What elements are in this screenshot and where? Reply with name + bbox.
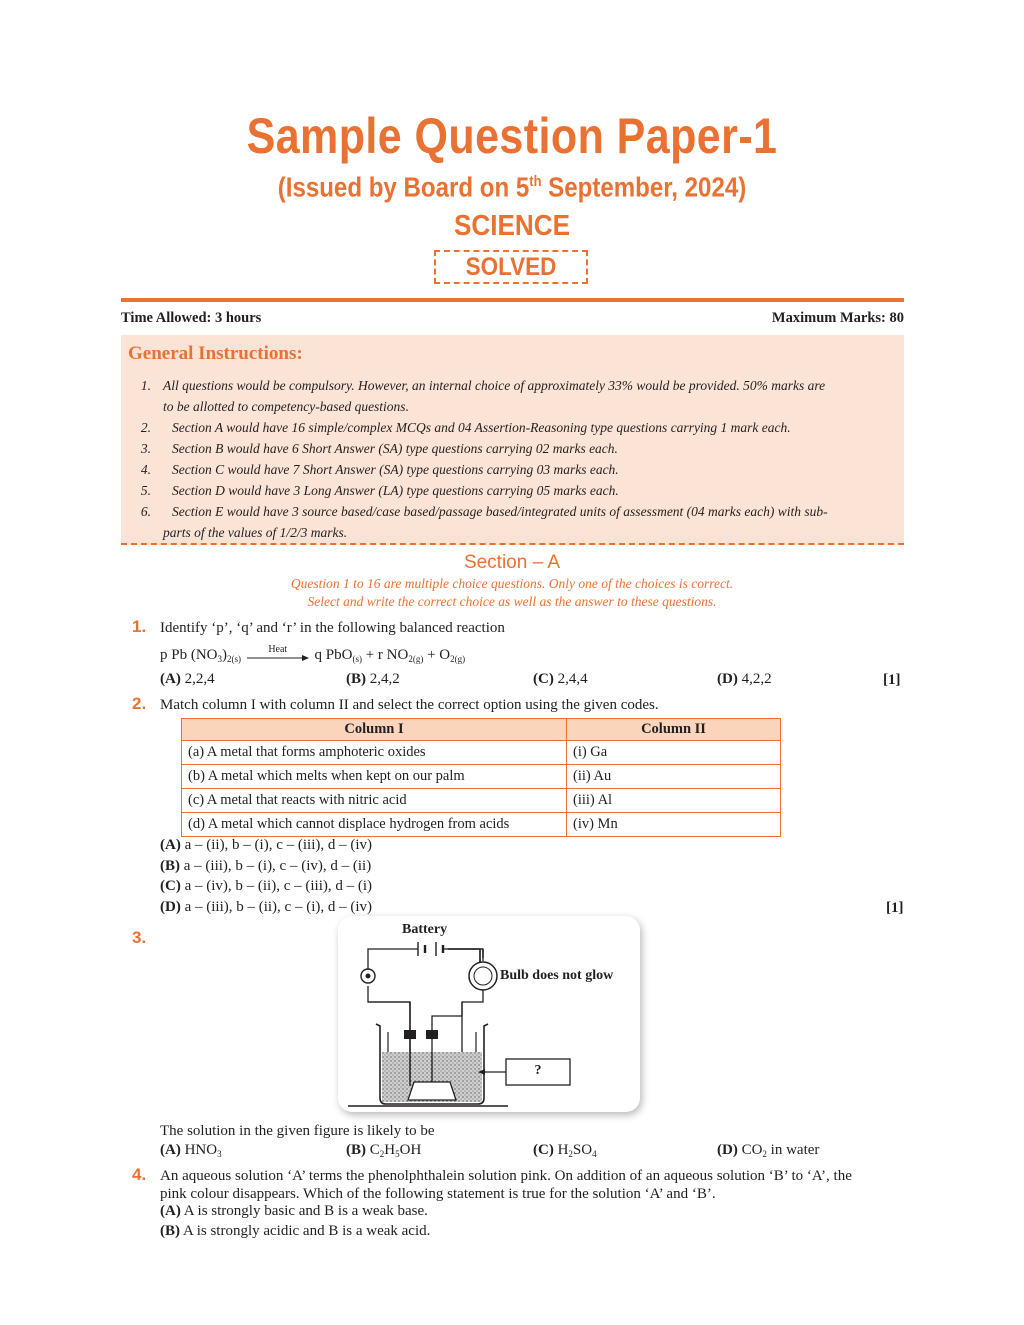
column-header: Column I — [182, 719, 567, 741]
instruction-number: 3. — [140, 441, 151, 456]
option-text: a – (iv), b – (ii), c – (iii), d – (i) — [184, 878, 373, 894]
instruction-text: Section C would have 7 Short Answer (SA) type questions carrying 03 marks each. — [172, 462, 619, 477]
instruction-item — [127, 417, 902, 438]
subscript: 2(g) — [450, 654, 466, 664]
table-cell: (iv) Mn — [567, 813, 781, 837]
conductivity-circuit-diagram — [338, 916, 640, 1112]
instruction-text: Section D would have 3 Long Answer (LA) type questions carrying 05 marks each. — [172, 483, 619, 498]
option-label: (A) — [160, 837, 181, 853]
instruction-item — [127, 480, 902, 501]
option-label: (A) — [160, 671, 181, 687]
option-a — [160, 671, 215, 688]
option-d — [160, 899, 372, 916]
reaction-arrow — [247, 645, 309, 659]
instruction-number: 1. — [140, 378, 151, 393]
subscript: 2(g) — [408, 654, 424, 664]
instruction-number: 5. — [140, 483, 151, 498]
table-cell: (c) A metal that reacts with nitric acid — [182, 789, 567, 813]
option-label: (B) — [160, 858, 180, 874]
table-header-row — [182, 719, 781, 741]
option-text: H — [384, 1142, 396, 1158]
option-text: a – (iii), b – (ii), c – (i), d – (iv) — [184, 899, 373, 915]
option-b — [346, 1142, 421, 1159]
section-a-note: Select and write the correct choice as well as the answer to these questions. — [307, 594, 717, 609]
question-number: 1. — [132, 617, 147, 636]
instruction-text-cont: to be allotted to competency-based questions. — [163, 399, 409, 414]
option-text: 2,4,2 — [369, 671, 400, 687]
instruction-text-cont: parts of the values of 1/2/3 marks. — [163, 525, 348, 540]
option-a — [160, 1142, 222, 1159]
option-text: H — [557, 1142, 569, 1158]
paper-subtitle — [72, 164, 953, 205]
instruction-text: Section E would have 3 source based/case based/passage based/integrated units of assessment (04 marks each) with sub- — [172, 504, 828, 519]
option-text: a – (ii), b – (i), c – (iii), d – (iv) — [184, 837, 373, 853]
option-d — [717, 1142, 819, 1159]
table-row — [182, 789, 781, 813]
option-text: A is strongly acidic and B is a weak acid. — [182, 1223, 431, 1239]
option-label: (B) — [346, 671, 366, 687]
general-instructions-title: General Instructions: — [128, 343, 303, 364]
arrow-label: Heat — [268, 644, 288, 655]
option-label: (B) — [160, 1223, 180, 1239]
subtitle-text: (Issued by Board on 5 — [277, 171, 530, 203]
option-d — [717, 671, 772, 688]
maximum-marks: Maximum Marks: 80 — [771, 310, 904, 326]
subscript: 2 — [568, 1149, 573, 1159]
option-text: SO — [572, 1142, 593, 1158]
question-number: 4. — [132, 1165, 147, 1184]
option-c — [160, 878, 372, 895]
bulb-label: Bulb does not glow — [500, 968, 614, 983]
option-text: 4,2,2 — [741, 671, 772, 687]
option-label: (C) — [160, 878, 181, 894]
option-text: 2,4,4 — [557, 671, 588, 687]
arrow-icon — [247, 654, 309, 662]
subtitle-text-end: September, 2024) — [541, 171, 747, 203]
instruction-item — [127, 459, 902, 480]
option-b — [160, 858, 371, 875]
question-number: 3. — [132, 928, 147, 947]
header-divider — [121, 298, 904, 302]
reaction-equation — [160, 645, 465, 669]
subscript: 2(s) — [227, 654, 242, 664]
option-label: (A) — [160, 1142, 181, 1158]
table-cell: (iii) Al — [567, 789, 781, 813]
table-cell: (a) A metal that forms amphoteric oxides — [182, 741, 567, 765]
table-cell: (ii) Au — [567, 765, 781, 789]
instruction-text: Section A would have 16 simple/complex MCQs and 04 Assertion-Reasoning type questions carrying 1 mark each. — [172, 420, 791, 435]
option-label: (D) — [717, 671, 738, 687]
option-label: (D) — [160, 899, 181, 915]
subscript: (s) — [352, 654, 362, 664]
option-c — [533, 1142, 597, 1159]
option-label: (C) — [533, 1142, 554, 1158]
marks-label: [1] — [883, 672, 901, 688]
paper-title: Sample Question Paper-1 — [246, 108, 778, 164]
equation-bracket: ) — [222, 647, 228, 663]
equation-reactant: p Pb (NO — [160, 647, 218, 663]
table-row — [182, 765, 781, 789]
section-a-note: Question 1 to 16 are multiple choice questions. Only one of the choices is correct. — [290, 576, 734, 591]
option-text: CO — [741, 1142, 763, 1158]
equation-product: + r NO — [361, 647, 409, 663]
match-table — [181, 718, 781, 837]
option-c — [533, 671, 588, 688]
circuit-figure-card — [338, 916, 640, 1112]
subscript: 3 — [217, 654, 223, 664]
column-header: Column II — [567, 719, 781, 741]
option-b — [160, 1223, 430, 1240]
question-number: 2. — [132, 694, 147, 713]
question-text: Identify ‘p’, ‘q’ and ‘r’ in the following balanced reaction — [160, 620, 505, 636]
option-text: OH — [399, 1142, 422, 1158]
option-text: in water — [766, 1142, 820, 1158]
question-text-cont: pink colour disappears. Which of the following statement is true for the solution ‘A’ and ‘B’. — [160, 1186, 716, 1202]
battery-label: Battery — [402, 922, 448, 937]
table-row — [182, 813, 781, 837]
equation-product: + O — [423, 647, 451, 663]
question-text: Match column I with column II and select the correct option using the given codes. — [160, 697, 659, 713]
option-a — [160, 837, 372, 854]
option-text: 2,2,4 — [184, 671, 215, 687]
instruction-item — [127, 501, 902, 543]
instruction-text: Section B would have 6 Short Answer (SA) type questions carrying 02 marks each. — [172, 441, 618, 456]
option-a — [160, 1203, 428, 1220]
subject-heading: SCIENCE — [453, 210, 571, 242]
option-text: a – (iii), b – (i), c – (iv), d – (ii) — [183, 858, 372, 874]
solved-badge: SOLVED — [465, 253, 557, 281]
option-text: A is strongly basic and B is a weak base. — [183, 1203, 428, 1219]
option-label: (C) — [533, 671, 554, 687]
question-text: An aqueous solution ‘A’ terms the phenolphthalein solution pink. On addition of an aqueous solution ‘B’ to ‘A’, the — [160, 1168, 852, 1184]
instruction-text: All questions would be compulsory. However, an internal choice of approximately 33% would be provided. 50% marks are — [163, 378, 826, 393]
instruction-item — [127, 438, 902, 459]
subscript: 4 — [592, 1149, 597, 1159]
subscript: 2 — [762, 1149, 767, 1159]
option-label: (A) — [160, 1203, 181, 1219]
equation-product: q PbO — [314, 647, 353, 663]
subtitle-superscript: th — [529, 173, 542, 190]
subscript: 2 — [379, 1149, 385, 1159]
table-row — [182, 741, 781, 765]
instruction-item — [127, 375, 902, 417]
table-cell: (i) Ga — [567, 741, 781, 765]
subscript: 3 — [217, 1149, 222, 1159]
option-text: HNO — [184, 1142, 218, 1158]
option-label: (D) — [717, 1142, 738, 1158]
section-a-title: Section – A — [463, 552, 561, 573]
table-cell: (d) A metal which cannot displace hydrogen from acids — [182, 813, 567, 837]
instruction-number: 4. — [140, 462, 151, 477]
option-b — [346, 671, 400, 688]
instruction-number: 2. — [140, 420, 151, 435]
option-text: C — [369, 1142, 380, 1158]
instruction-number: 6. — [140, 504, 151, 519]
time-allowed: Time Allowed: 3 hours — [121, 310, 262, 326]
subscript: 5 — [395, 1149, 400, 1159]
unknown-solution-label: ? — [534, 1063, 542, 1078]
marks-label: [1] — [886, 900, 904, 916]
question-text: The solution in the given figure is likely to be — [160, 1123, 435, 1139]
option-label: (B) — [346, 1142, 366, 1158]
table-cell: (b) A metal which melts when kept on our palm — [182, 765, 567, 789]
